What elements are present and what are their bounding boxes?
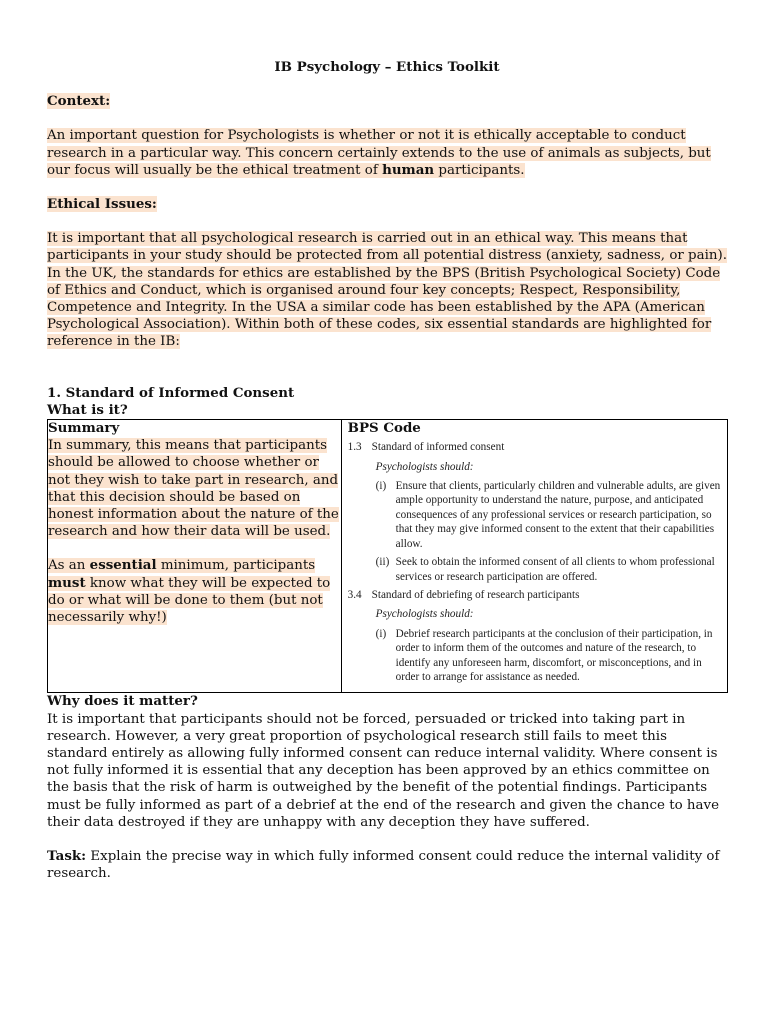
issues-paragraph: It is important that all psychological research is carried out in an ethical way. This means that participants in your study should be protected from all potential distress (anxiety, sadness, or pain). In the UK, the standards for ethics are established by the BPS (British Psychological Society) Code of Ethics and Conduct, which is organised around four key concepts; Respect, Responsibility, Competence and Integrity. In the USA a similar code has been established by the APA (American Psychological Association). Within both of these codes, six essential standards are highlighted for reference in the IB: xyxy=(47,231,727,350)
task-paragraph: Task: Explain the precise way in which fully informed consent could reduce the internal validity of research. xyxy=(47,847,720,882)
standard-heading: 1. Standard of Informed Consent xyxy=(47,384,295,401)
summary-paragraph-1: In summary, this means that participants should be allowed to choose whether or not they wish to take part in research, and that this decision should be based on honest information about the nature of the research and how their data will be used. xyxy=(48,438,339,540)
bps-code-excerpt xyxy=(342,437,727,692)
why-paragraph: It is important that participants should not be forced, persuaded or tricked into taking part in research. However, a very great proportion of psychological research still fails to meet this standard entirely as allowing fully informed consent can reduce internal validity. Where consent is not fully informed it is essential that any deception has been approved by an ethics committee on the basis that the risk of harm is outweighed by the benefit of the potential findings. Participants must be fully informed as part of a debrief at the end of the research and given the chance to have their data destroyed if they are unhappy with any deception they have suffered. xyxy=(47,711,720,830)
document-page xyxy=(47,59,727,882)
what-heading: What is it? xyxy=(47,401,128,418)
bps-section-3-4: 3.4 Standard of debriefing of research participants xyxy=(347,588,580,601)
summary-header: Summary xyxy=(48,420,120,437)
bps-should-label: Psychologists should: xyxy=(375,460,474,473)
page-title: IB Psychology – Ethics Toolkit xyxy=(274,59,500,75)
bps-section-1-3: 1.3 Standard of informed consent xyxy=(347,441,505,454)
summary-paragraph-2: As an essential minimum, participants must know what they will be expected to do or what will be done to them (but not necessarily why!) xyxy=(48,557,331,626)
summary-cell xyxy=(48,420,342,693)
bps-item: (ii) Seek to obtain the informed consent of all clients to whom professional services or research participation are offered. xyxy=(375,556,715,583)
issues-heading: Ethical Issues: xyxy=(47,196,157,213)
context-paragraph: An important question for Psychologists is whether or not it is ethically acceptable to conduct research in a particular way. This concern certainly extends to the use of animals as subjects, but our focus will usually be the ethical treatment of human participants. xyxy=(47,128,711,178)
bps-header: BPS Code xyxy=(347,420,421,437)
why-heading: Why does it matter? xyxy=(47,693,198,710)
bps-item: (i) Debrief research participants at the conclusion of their participation, in order to inform them of the outcomes and nature of the research, to identify any unforeseen harm, discomfort, or misconceptions, and in order to arrange for assistance as needed. xyxy=(375,627,713,683)
consent-table xyxy=(47,419,728,693)
bps-should-label: Psychologists should: xyxy=(375,608,474,621)
bps-item: (i) Ensure that clients, particularly children and vulnerable adults, are given ample opportunity to understand the nature, purpose, and anticipated consequences of any professional services or research participation, so that they may give informed consent to the extent that their capabilities allow. xyxy=(375,480,721,550)
context-heading: Context: xyxy=(47,93,111,110)
bps-cell xyxy=(341,420,727,693)
